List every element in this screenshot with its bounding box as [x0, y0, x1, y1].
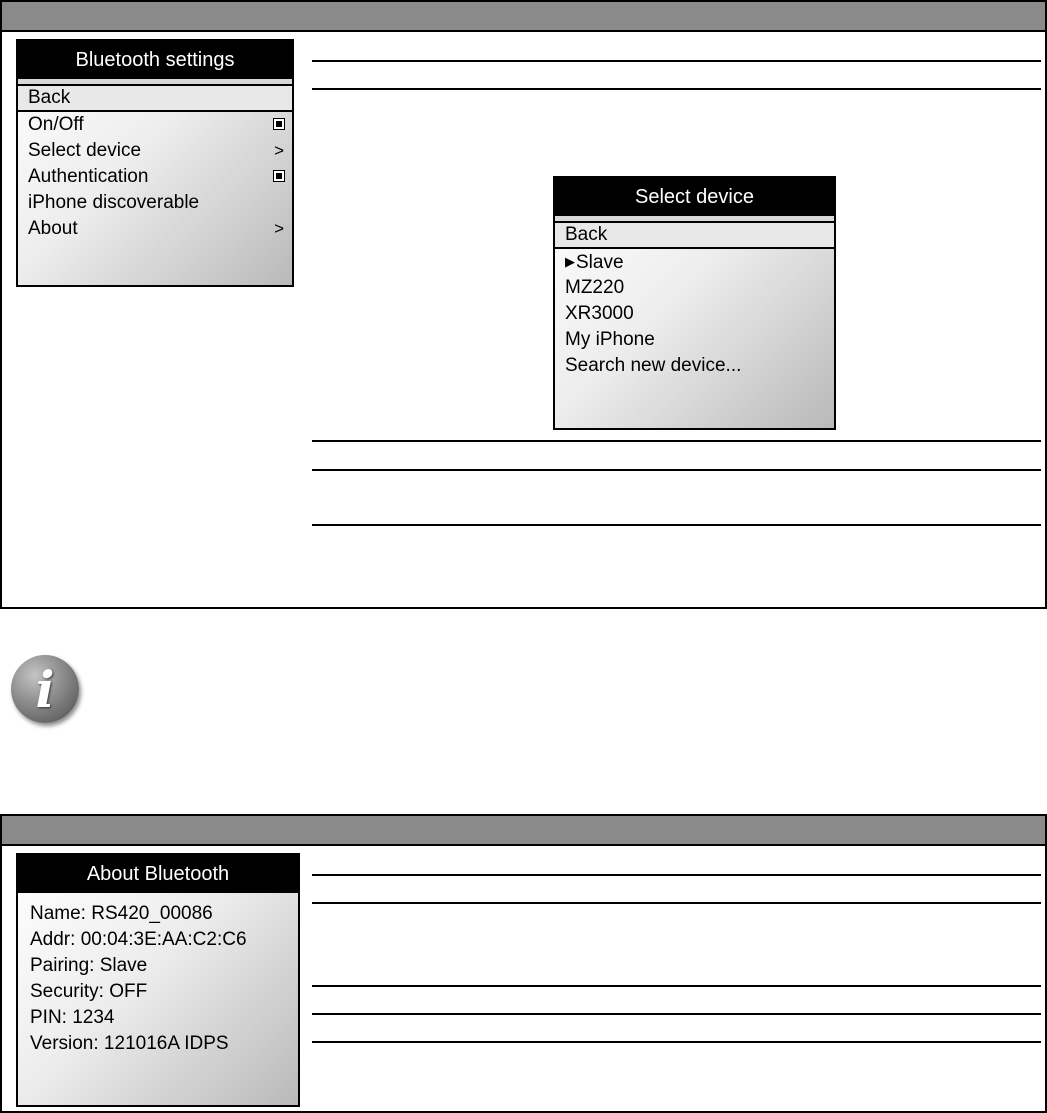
info-pin: PIN: 1234	[30, 1007, 115, 1028]
menu-item-label: iPhone discoverable	[28, 192, 200, 213]
divider	[312, 1041, 1041, 1043]
screen-title: Select device	[555, 178, 834, 216]
menu-item-iphone-discoverable[interactable]	[18, 190, 292, 216]
info-pairing: Pairing: Slave	[30, 955, 148, 976]
about-bluetooth-screen	[16, 853, 300, 1107]
bluetooth-settings-screen	[16, 39, 294, 287]
divider	[312, 440, 1041, 442]
menu-item-about[interactable]	[18, 216, 292, 242]
selected-caret-icon: ▶	[565, 254, 575, 269]
back-menu-item[interactable]: Back	[555, 223, 834, 249]
menu-item-label: Select device	[28, 140, 142, 161]
back-menu-item[interactable]: Back	[18, 86, 292, 112]
title-stripe	[18, 79, 292, 86]
device-item-my-iphone[interactable]: My iPhone	[565, 329, 655, 350]
search-new-device-item[interactable]: Search new device...	[565, 355, 742, 376]
divider	[312, 902, 1041, 904]
device-item-mz220[interactable]: MZ220	[565, 277, 625, 298]
screen-title: About Bluetooth	[18, 855, 298, 893]
menu-item-on-off[interactable]	[18, 112, 292, 138]
device-label: Slave	[576, 252, 624, 273]
info-icon	[11, 655, 79, 723]
info-address: Addr: 00:04:3E:AA:C2:C6	[30, 929, 247, 950]
menu-item-label: Authentication	[28, 166, 149, 187]
menu-item-label: About	[28, 218, 78, 239]
menu-item-label: On/Off	[28, 114, 84, 135]
menu-item-select-device[interactable]	[18, 138, 292, 164]
divider	[312, 60, 1041, 62]
info-name: Name: RS420_00086	[30, 903, 213, 924]
info-version: Version: 121016A IDPS	[30, 1033, 229, 1054]
divider	[312, 1013, 1041, 1015]
divider	[312, 469, 1041, 471]
checkbox-icon[interactable]	[273, 118, 285, 130]
device-item-slave[interactable]	[555, 249, 834, 275]
divider	[312, 524, 1041, 526]
about-bluetooth-panel	[0, 814, 1047, 1113]
panel-header	[2, 816, 1045, 846]
panel-header	[2, 2, 1045, 32]
checkbox-icon[interactable]	[273, 170, 285, 182]
divider	[312, 88, 1041, 90]
screen-title: Bluetooth settings	[18, 41, 292, 79]
divider	[312, 874, 1041, 876]
info-security: Security: OFF	[30, 981, 148, 1002]
chevron-right-icon: >	[274, 219, 284, 238]
divider	[312, 985, 1041, 987]
chevron-right-icon: >	[274, 141, 284, 160]
info-glyph: i	[35, 660, 55, 719]
select-device-screen	[553, 176, 836, 430]
menu-item-authentication[interactable]	[18, 164, 292, 190]
title-stripe	[555, 216, 834, 223]
device-item-xr3000[interactable]: XR3000	[565, 303, 634, 324]
spacer	[18, 893, 298, 901]
